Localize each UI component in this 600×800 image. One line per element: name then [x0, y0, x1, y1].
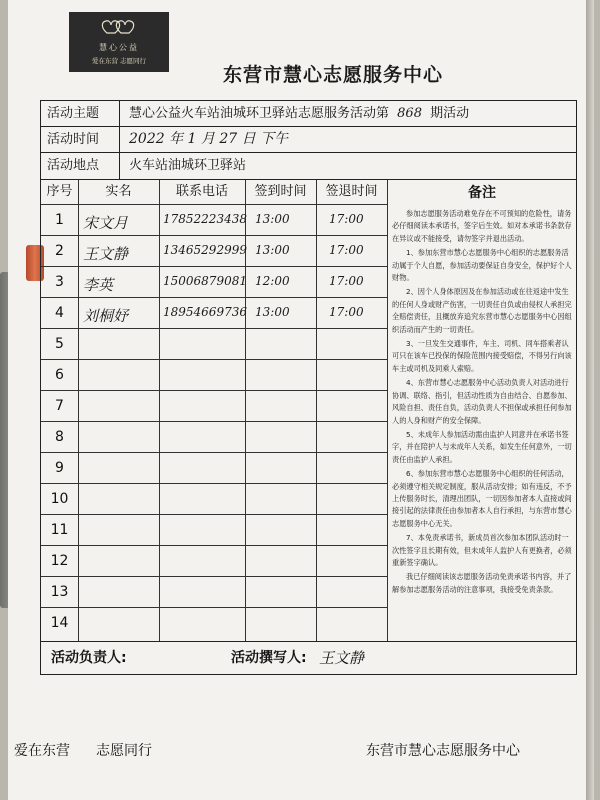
row-divider: [41, 266, 387, 267]
page-title: 东营市慧心志愿服务中心: [222, 64, 443, 86]
note-paragraph: 3、一旦发生交通事件，车主、司机、同车搭乘者认可只在该车已投保的保险范围内接受赔偿，不得另行向该车主或司机及同乘人索赔。: [392, 339, 572, 373]
bottom-org: 东营市慧心志愿服务中心: [366, 743, 520, 759]
row-number: 2: [55, 243, 64, 259]
theme-row: [40, 100, 577, 126]
row-number: 5: [55, 336, 64, 352]
place-label: 活动地点: [41, 153, 120, 179]
phone-number: 13465292999: [163, 243, 247, 257]
row-divider: [41, 297, 387, 298]
row-divider: [41, 576, 387, 577]
row-number: 14: [50, 615, 69, 631]
bottom-slogan-right: 志愿同行: [96, 743, 152, 759]
volunteer-name: 宋文月: [83, 214, 129, 232]
row-divider: [41, 359, 387, 360]
note-paragraph: 7、本免责承诺书，新成员首次参加本团队活动时一次性签字且长期有效，但未成年人监护人有更换者，必须重新签字确认。: [392, 533, 572, 567]
signin-time: 12:00: [255, 274, 290, 288]
row-divider: [41, 235, 387, 236]
disclaimer-notes: [392, 208, 572, 598]
row-number: 7: [55, 398, 64, 414]
row-number: 6: [55, 367, 64, 383]
signin-time: 13:00: [255, 305, 290, 319]
row-divider: [41, 390, 387, 391]
row-divider: [41, 328, 387, 329]
note-paragraph: 参加志愿服务活动难免存在不可预知的危险性，请务必仔细阅读本承诺书，签字后生效。如对本承诺书条款存在异议或不能接受，请勿签字并退出活动。: [392, 209, 572, 243]
place-value: 火车站油城环卫驿站: [129, 158, 247, 173]
col-header-no: 序号: [46, 184, 73, 199]
note-paragraph: 2、因个人身体原因及在参加活动或在往返途中发生的任何人身或财产伤害，一切责任自负或由侵权人承担完全赔偿责任，且概放弃追究东营市慧心志愿服务中心因组织活动而产生的一切责任。: [392, 287, 572, 334]
row-divider: [41, 545, 387, 546]
org-logo: [69, 12, 169, 72]
row-number: 13: [50, 584, 69, 600]
writer-value: 王文静: [319, 649, 365, 667]
signout-time: 17:00: [329, 243, 364, 257]
signout-time: 17:00: [329, 212, 364, 226]
note-paragraph: 我已仔细阅读该志愿服务活动免责承诺书内容，并了解参加志愿服务活动的注意事项，我接受免责条款。: [392, 572, 572, 594]
row-number: 12: [50, 553, 69, 569]
row-number: 11: [50, 522, 69, 538]
row-number: 4: [55, 305, 64, 321]
writer-label: 活动撰写人:: [231, 650, 307, 666]
volunteer-name: 刘桐妤: [83, 307, 129, 325]
place-row: [40, 152, 577, 179]
note-paragraph: 6、参加东营市慧心志愿服务中心组织的任何活动，必须遵守相关规定制度，服从活动安排；如有违反，不予上传服务时长，清理出团队，一切因参加者本人直接或间接引起的法律责任由参加者本人自行承担，与东营市慧心志愿服务中心无关。: [392, 469, 572, 528]
signin-time: 13:00: [255, 243, 290, 257]
theme-suffix: 期活动: [430, 106, 470, 121]
phone-number: 15006879081: [163, 274, 247, 288]
row-number: 8: [55, 429, 64, 445]
row-divider: [41, 452, 387, 453]
row-number: 9: [55, 460, 64, 476]
col-header-name: 实名: [105, 184, 132, 199]
row-divider: [41, 421, 387, 422]
row-divider: [41, 204, 387, 205]
note-paragraph: 4、东营市慧心志愿服务中心活动负责人对活动进行协调、联络、指引，但活动性质为自由结合、自愿参加、风险自担、责任自负，活动负责人不担保或承担任何参加人的人身和财产的安全保障。: [392, 378, 572, 425]
logo-slogan: 爱在东营 志愿同行: [91, 57, 147, 65]
page-edge: [586, 0, 594, 800]
row-number: 1: [55, 212, 64, 228]
logo-name: 慧心公益: [99, 43, 139, 52]
col-header-in: 签到时间: [254, 184, 307, 199]
footer-row: [40, 641, 577, 675]
theme-value: [129, 101, 469, 126]
row-divider: [41, 514, 387, 515]
note-paragraph: 5、未成年人参加活动需由监护人同意并在承诺书签字，并在陪护人与未成年人关系，如发生任何意外，一切责任由监护人承担。: [392, 429, 572, 464]
theme-text: 慧心公益火车站油城环卫驿站志愿服务活动第: [129, 106, 390, 121]
phone-number: 18954669736: [163, 305, 247, 319]
signout-time: 17:00: [329, 274, 364, 288]
leader-label: 活动负责人:: [51, 650, 127, 666]
heart-logo-icon: [99, 18, 139, 36]
row-number: 3: [55, 274, 64, 290]
volunteer-name: 王文静: [83, 245, 129, 263]
row-divider: [41, 607, 387, 608]
time-value: 2022 年 1 月 27 日 下午: [129, 131, 289, 147]
note-paragraph: 1、参加东营市慧心志愿服务中心组织的志愿服务活动属于个人自愿，参加活动要保证自身安全，保护好个人财物。: [392, 248, 572, 283]
bottom-slogan-left: 爱在东营: [14, 743, 70, 759]
col-header-phone: 联系电话: [175, 184, 228, 199]
volunteer-name: 李英: [83, 276, 114, 294]
theme-period: 868: [397, 106, 422, 121]
col-divider: [387, 180, 388, 641]
phone-number: 17852223438: [163, 212, 247, 226]
signin-table: [40, 179, 577, 642]
time-row: [40, 126, 577, 152]
col-divider: [316, 180, 317, 641]
row-number: 10: [50, 491, 69, 507]
time-label: 活动时间: [41, 127, 120, 152]
signout-time: 17:00: [329, 305, 364, 319]
notes-title: 备注: [468, 185, 496, 201]
col-divider: [78, 180, 79, 641]
signin-time: 13:00: [255, 212, 290, 226]
theme-label: 活动主题: [41, 101, 120, 126]
col-header-out: 签退时间: [325, 184, 378, 199]
row-divider: [41, 483, 387, 484]
col-divider: [159, 180, 160, 641]
